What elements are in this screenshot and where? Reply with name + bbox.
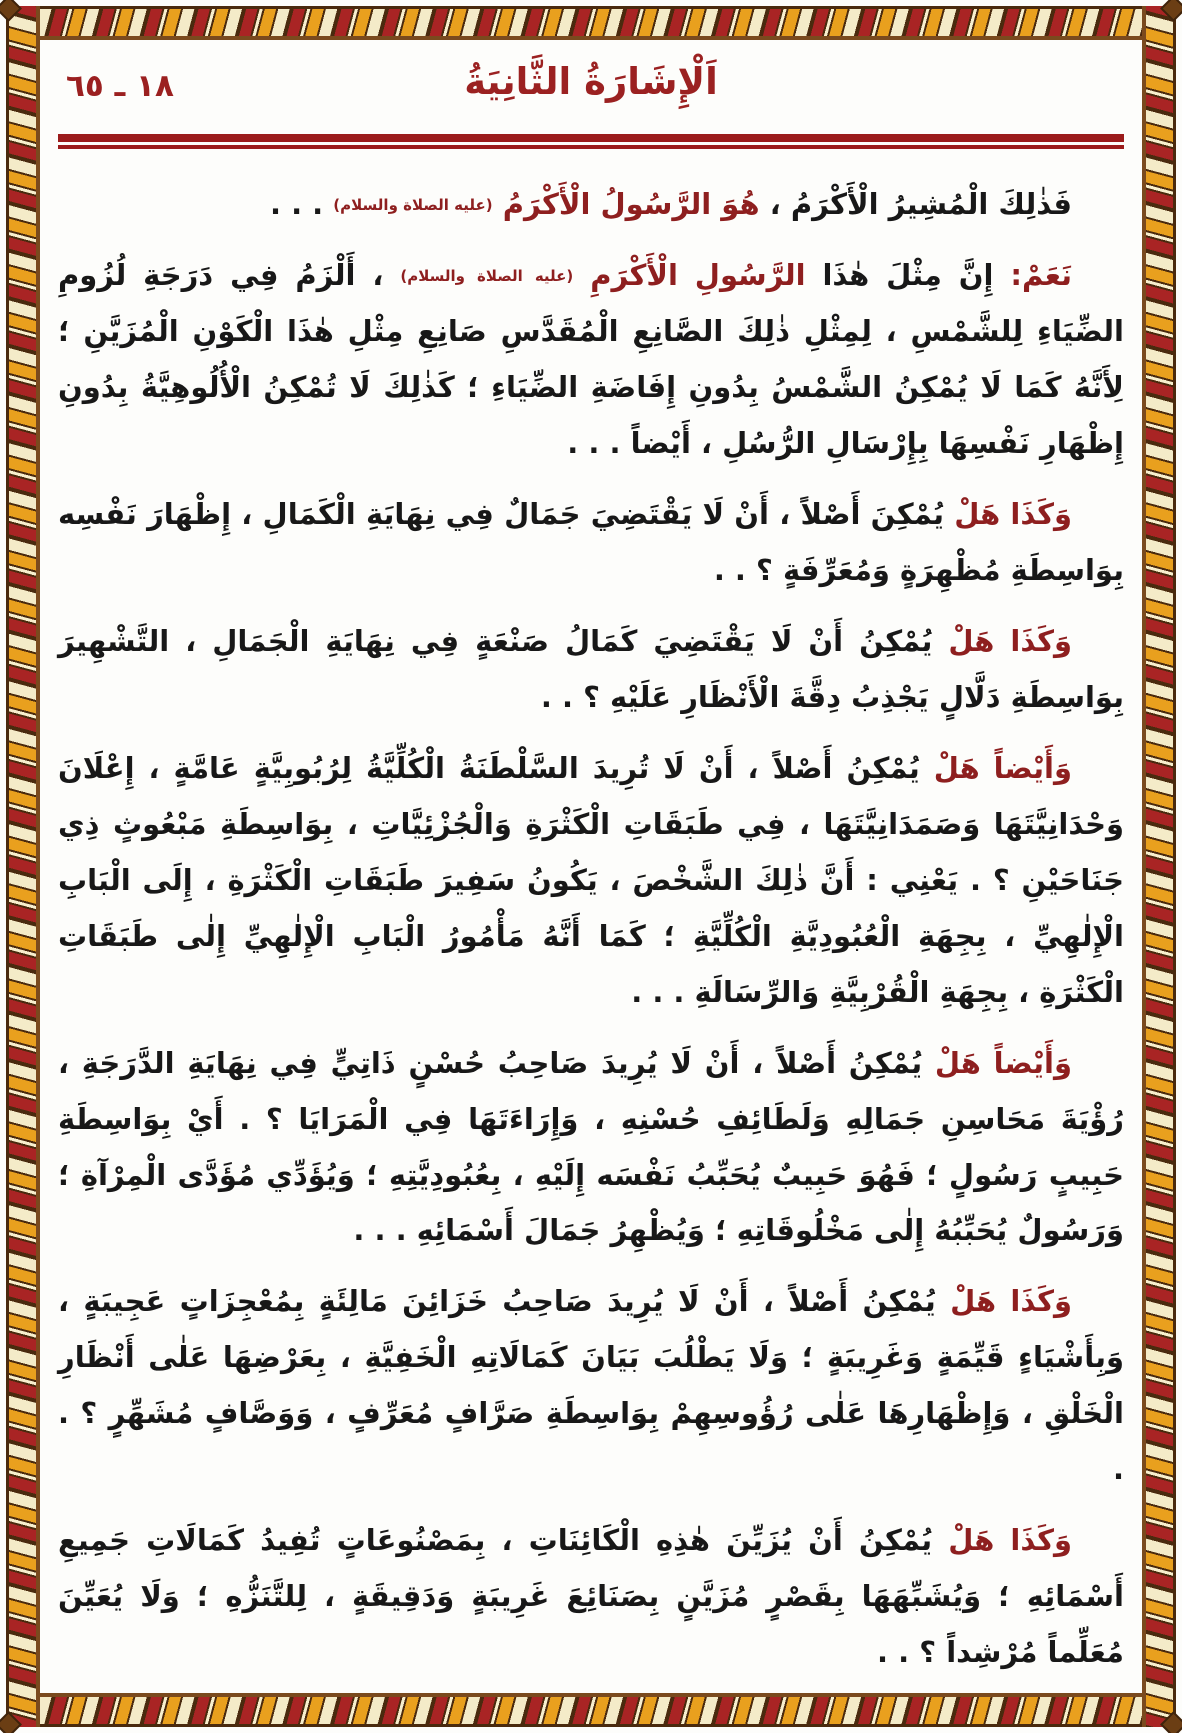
page-title: اَلْإِشَارَةُ الثَّانِيَةُ <box>464 60 718 103</box>
text-segment-black: يُمْكِنُ أَنْ يُزَيِّنَ هٰذِهِ الْكَائِنَاتِ ، بِمَصْنُوعَاتٍ تُفِيدُ كَمَالَاتِ جَمِيعِ أَسْمَائِهِ ؛ وَيُشَبِّهَهَا بِقَصْرٍ مُزَيَّنٍ بِصَنَائِعَ غَرِيبَةٍ وَدَقِيقَةٍ ، لِلتَّنَزُّهِ ؛ وَلَا يُعَيِّنَ مُعَلِّماً مُرْشِداً ؟ . . <box>58 1523 1124 1670</box>
border-ornament-right <box>1142 6 1176 1727</box>
page-number: ١٨ ـ ٦٥ <box>66 68 174 104</box>
border-ornament-bottom <box>6 1693 1176 1727</box>
text-segment-black: إِنَّ مِثْلَ هٰذَا <box>805 257 994 292</box>
text-segment-red: وَكَذَا هَلْ <box>943 496 1072 531</box>
header-divider <box>58 134 1124 149</box>
divider-thick-rule <box>58 134 1124 142</box>
page-content <box>58 48 1124 1685</box>
text-segment-red: الرَّسُولِ الْأَكْرَمِ <box>573 257 806 292</box>
text-segment-black: . . . <box>269 187 334 221</box>
paragraph <box>58 741 1124 1021</box>
border-ornament-left <box>6 6 40 1727</box>
text-segment-black: يُمْكِنُ أَصْلاً ، أَنْ لَا يُرِيدَ صَاحِبُ خَزَائِنَ مَالِئَةٍ بِمُعْجِزَاتٍ عَجِيبَةٍ ، وَبِأَشْيَاءٍ قَيِّمَةٍ وَغَرِيبَةٍ ؛ وَلَا يَطْلُبَ بَيَانَ كَمَالَاتِهِ الْخَفِيَّةِ ، بِعَرْضِهَا عَلٰى أَنْظَارِ الْخَلْقِ ، وَإِظْهَارِهَا عَلٰى رُؤُوسِهِمْ بِوَاسِطَةِ صَرَّافٍ مُعَرِّفٍ ، وَوَصَّافٍ مُشَهِّرٍ ؟ . . <box>58 1284 1124 1487</box>
honorific-seal: (عليه الصلاة والسلام) <box>400 266 574 285</box>
text-segment-red: وَأَيْضاً هَلْ <box>919 750 1072 785</box>
paragraph <box>58 1513 1124 1681</box>
page-header <box>58 48 1124 120</box>
text-segment-red: وَأَيْضاً هَلْ <box>922 1045 1072 1080</box>
paragraph <box>58 487 1124 599</box>
text-segment-red: وَكَذَا هَلْ <box>932 623 1072 658</box>
paragraph <box>58 177 1124 233</box>
paragraph <box>58 614 1124 726</box>
text-segment-red: نَعَمْ: <box>993 257 1072 292</box>
paragraph <box>58 248 1124 472</box>
honorific-seal: (عليه الصلاة والسلام) <box>333 196 493 214</box>
text-segment-black: يُمْكِنَ أَصْلاً ، أَنْ لَا يَقْتَضِيَ جَمَالٌ فِي نِهَايَةِ الْكَمَالِ ، إِظْهَارَ نَفْسِه بِوَاسِطَةِ مُظْهِرَةٍ وَمُعَرِّفَةٍ ؟ . . <box>58 496 1124 587</box>
text-segment-black: يُمْكِنُ أَصْلاً ، أَنْ لَا يُرِيدَ صَاحِبُ حُسْنٍ ذَاتِيٍّ فِي نِهَايَةِ الدَّرَجَةِ ، رُؤْيَةَ مَحَاسِنِ جَمَالِهِ وَلَطَائِفِ حُسْنِهِ ، وَإِرَاءَتَهَا فِي الْمَرَايَا ؟ . أَيْ بِوَاسِطَةِ حَبِيبٍ رَسُولٍ ؛ فَهُوَ حَبِيبٌ يُحَبِّبُ نَفْسَه إِلَيْهِ ، بِعُبُودِيَّتِهِ ؛ وَيُؤَدِّي مُؤَدَّى الْمِرْآةِ ؛ وَرَسُولٌ يُحَبِّبُهُ إِلٰى مَخْلُوقَاتِهِ ؛ وَيُظْهِرُ جَمَالَ أَسْمَائِهِ . . . <box>58 1045 1124 1248</box>
text-segment-black: يُمْكِنُ أَنْ لَا يَقْتَضِيَ كَمَالُ صَنْعَةٍ فِي نِهَايَةِ الْجَمَالِ ، التَّشْهِيرَ بِوَاسِطَةِ دَلَّالٍ يَجْذِبُ دِقَّةَ الْأَنْظَارِ عَلَيْهِ ؟ . . <box>58 623 1124 714</box>
paragraph <box>58 1274 1124 1498</box>
paragraph <box>58 1036 1124 1260</box>
text-segment-red: وَكَذَا هَلْ <box>932 1523 1072 1558</box>
text-segment-red: وَكَذَا هَلْ <box>935 1284 1072 1319</box>
border-ornament-top <box>6 6 1176 40</box>
text-segment-black: ، أَلْزَمُ فِي دَرَجَةِ لُزُومِ الضِّيَاءِ لِلشَّمْسِ ، لِمِثْلِ ذٰلِكَ الصَّانِعِ الْمُقَدَّسِ صَانِعِ مِثْلِ هٰذَا الْكَوْنِ الْمُزَيَّنِ ؛ لِأَنَّهُ كَمَا لَا يُمْكِنُ الشَّمْسُ بِدُونِ إِفَاضَةِ الضِّيَاءِ ؛ كَذٰلِكَ لَا تُمْكِنُ الْأُلُوهِيَّةُ بِدُونِ إِظْهَارِ نَفْسِهَا بِإِرْسَالِ الرُّسُلِ ، أَيْضاً . . . <box>58 257 1124 460</box>
text-segment-black: فَذٰلِكَ الْمُشِيرُ الْأَكْرَمُ ، <box>759 187 1072 221</box>
text-segment-red: هُوَ الرَّسُولُ الْأَكْرَمُ <box>492 187 760 221</box>
divider-thin-rule <box>58 145 1124 149</box>
body-text <box>58 177 1124 1681</box>
text-segment-black: يُمْكِنُ أَصْلاً ، أَنْ لَا تُرِيدَ السَّلْطَنَةُ الْكُلِّيَّةُ لِرُبُوبِيَّةٍ عَامَّةٍ ، إِعْلَانَ وَحْدَانِيَّتَهَا وَصَمَدَانِيَّتَهَا ، فِي طَبَقَاتِ الْكَثْرَةِ وَالْجُزْئِيَّاتِ ، بِوَاسِطَةِ مَبْعُوثٍ ذِي جَنَاحَيْنِ ؟ . يَعْنِي : أَنَّ ذٰلِكَ الشَّخْصَ ، يَكُونُ سَفِيرَ طَبَقَاتِ الْكَثْرَةِ ، إِلَى الْبَابِ الْإِلٰهِيِّ ، بِجِهَةِ الْعُبُودِيَّةِ الْكُلِّيَّةِ ؛ كَمَا أَنَّهُ مَأْمُورُ الْبَابِ الْإِلٰهِيِّ إِلٰى طَبَقَاتِ الْكَثْرَةِ ، بِجِهَةِ الْقُرْبِيَّةِ وَالرِّسَالَةِ . . . <box>58 750 1124 1009</box>
